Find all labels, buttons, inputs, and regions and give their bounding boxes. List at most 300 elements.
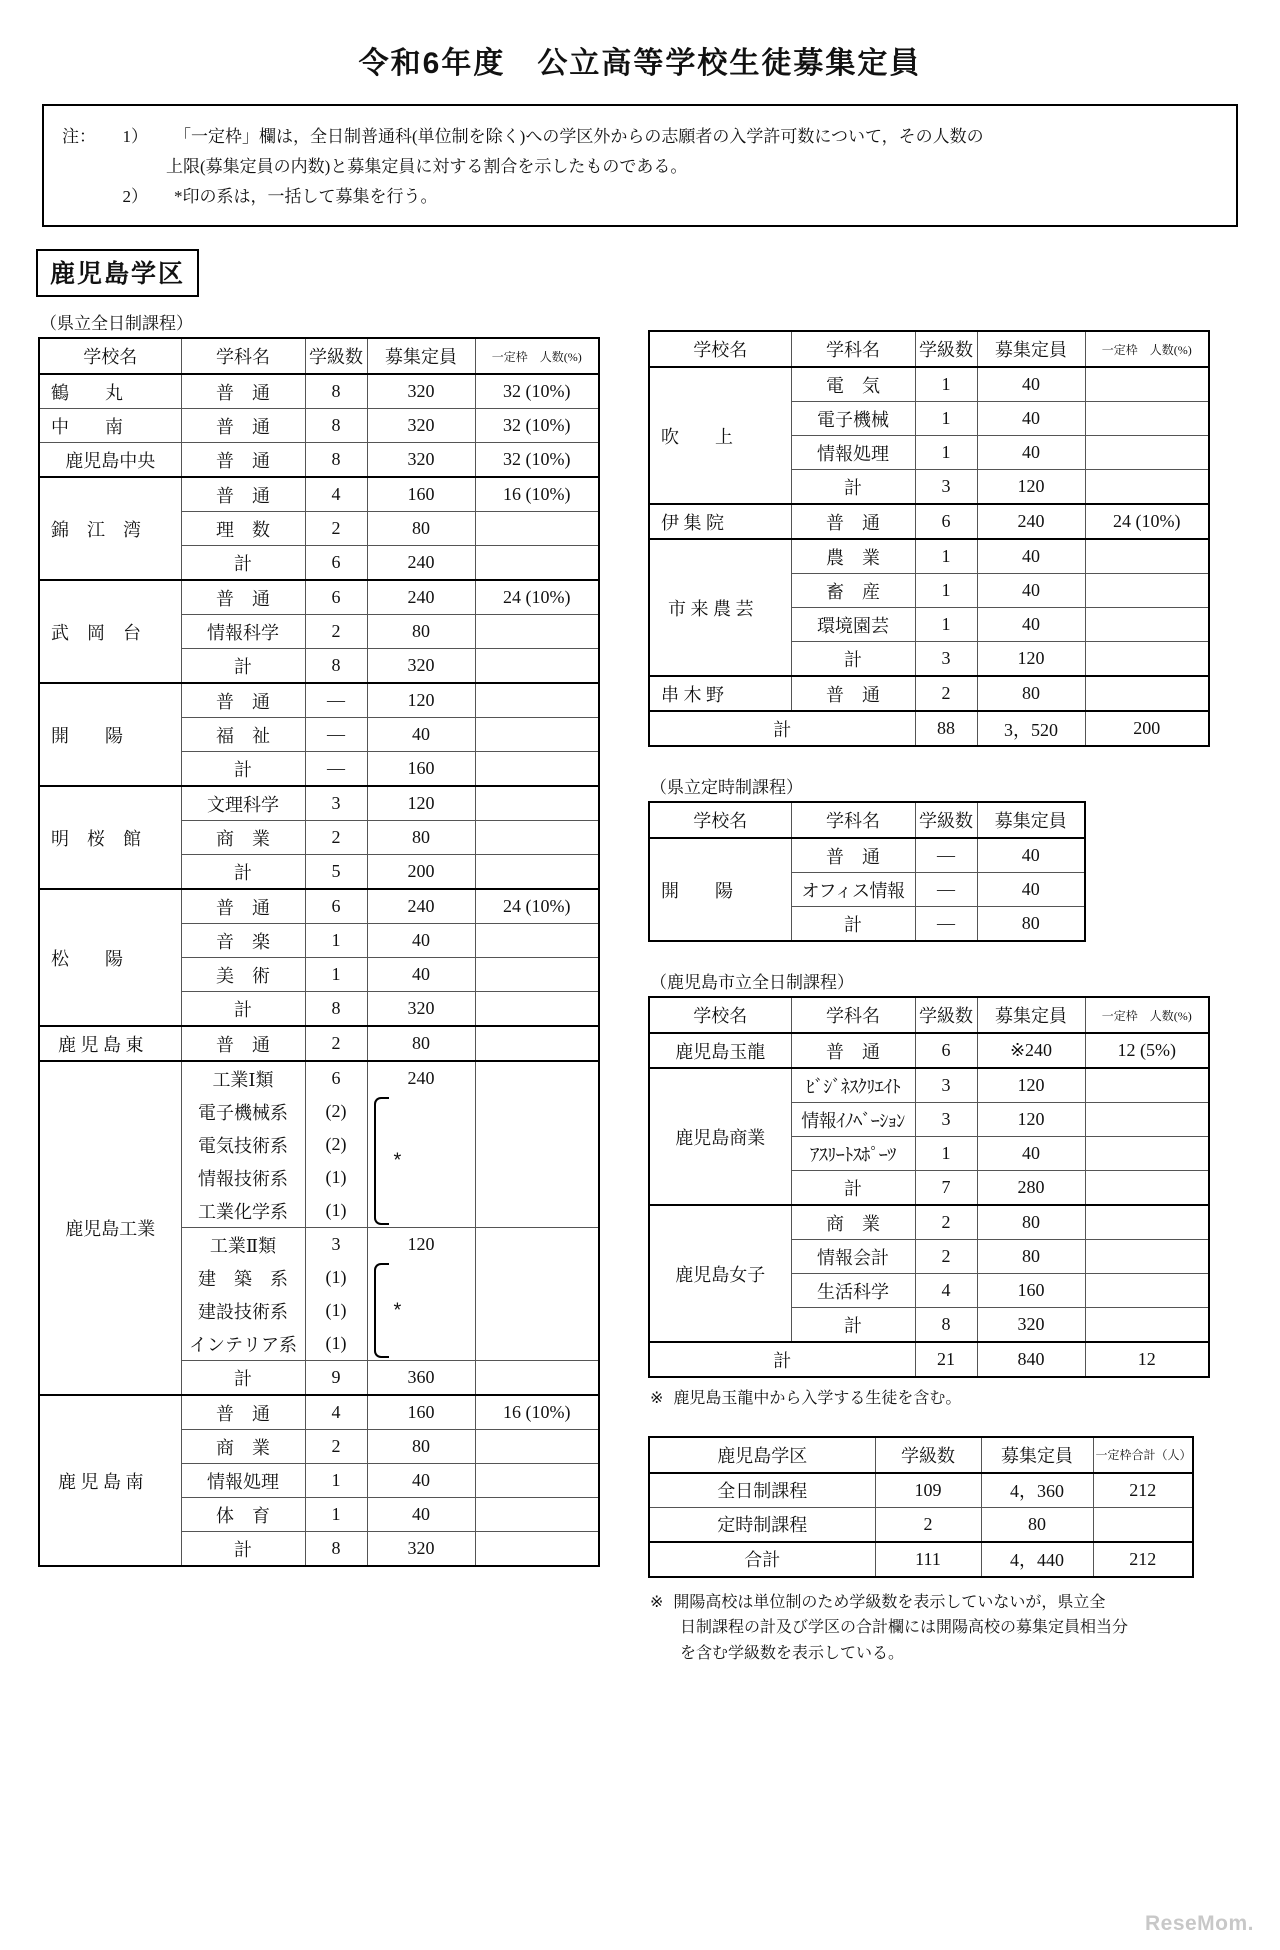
cell-grand-total-quota: 840 [977,1342,1085,1377]
cell-frame [475,1294,599,1327]
notes-label: 注： [62,127,96,146]
cell-dept: 普 通 [181,580,305,615]
cell-frame [475,1061,599,1095]
school-name: 鹿 児 島 東 [58,1034,144,1055]
cell-dept: 普 通 [181,1395,305,1430]
cell-frame [475,958,599,992]
table-district-summary [648,1436,1194,1578]
table-header-row [649,802,1085,838]
cell-quota: 240 [367,889,475,924]
cell-classes: 6 [915,504,977,539]
cell-dept: ｱｽﾘｰﾄｽﾎﾟｰﾂ [791,1137,915,1171]
header-quota: 募集定員 [977,997,1085,1033]
bracket-group-2 [367,1261,475,1361]
cell-classes: 2 [305,615,367,649]
cell-quota: 120 [977,1068,1085,1103]
cell-dept: 計 [181,1532,305,1567]
cell-frame [1085,642,1209,677]
caption-city-fulltime: （鹿児島市立全日制課程） [650,973,854,993]
cell-frame [475,546,599,581]
cell-dept: 電 気 [791,367,915,402]
cell-school [39,477,181,580]
cell-quota: 320 [977,1308,1085,1343]
cell-frame [475,821,599,855]
cell-quota: 80 [367,821,475,855]
cell-frame [1085,367,1209,402]
cell-frame [1085,539,1209,574]
cell-dept: 工業Ⅱ類 [181,1228,305,1262]
cell-summary-quota: 4，360 [981,1473,1093,1508]
cell-quota: 120 [977,470,1085,505]
cell-dept: 商 業 [181,1430,305,1464]
cell-classes: 8 [305,649,367,684]
cell-grand-total-label: 計 [649,711,915,746]
cell-summary-total-classes: 111 [875,1542,981,1577]
cell-dept: 電子機械系 [181,1095,305,1128]
cell-dept: 福 祉 [181,718,305,752]
table-row [39,1395,599,1430]
cell-dept: 計 [791,1171,915,1206]
cell-frame [1085,1068,1209,1103]
cell-dept: 生活科学 [791,1274,915,1308]
cell-frame [475,1228,599,1262]
cell-dept: 計 [181,855,305,890]
table-row [649,504,1209,539]
table-row [649,1507,1193,1542]
cell-classes: 1 [305,1464,367,1498]
cell-classes: 8 [305,374,367,409]
cell-quota: ※240 [977,1033,1085,1068]
school-name: 伊 集 院 [661,512,724,533]
cell-summary-quota: 80 [981,1507,1093,1542]
school-name: 市 来 農 芸 [668,598,754,619]
cell-quota: 40 [977,1137,1085,1171]
table-row [39,1026,599,1061]
footnote-line-1: 開陽高校は単位制のため学級数を表示していないが，県立全 [673,1593,1106,1611]
cell-classes: 2 [305,821,367,855]
cell-dept: 商 業 [181,821,305,855]
cell-frame: 24 (10%) [1085,504,1209,539]
cell-dept: 計 [181,649,305,684]
cell-classes: 5 [305,855,367,890]
cell-frame [475,1261,599,1294]
cell-quota: 80 [977,1205,1085,1240]
footnote-kaiyo [650,1590,1248,1667]
cell-dept: 普 通 [181,477,305,512]
cell-frame [1085,1137,1209,1171]
cell-quota: 320 [367,992,475,1027]
watermark-resemom: ReseMom. [1144,1912,1254,1935]
school-name: 松 陽 [51,948,123,969]
cell-school [649,539,791,676]
cell-quota: 80 [367,1026,475,1061]
footnote-line-3: を含む学級数を表示している。 [680,1645,905,1663]
cell-dept: 情報会計 [791,1240,915,1274]
table-row [649,539,1209,574]
cell-school [39,374,181,409]
brace-icon [374,1097,389,1225]
note-1-line-2: 上限(募集定員の内数)と募集定員に対する割合を示したものである。 [166,156,688,176]
header-school: 学校名 [649,997,791,1033]
cell-classes: 2 [915,676,977,711]
header-summary-quota: 募集定員 [981,1437,1093,1473]
header-quota: 募集定員 [367,338,475,374]
cell-dept: 情報ｲﾉﾍﾞｰｼｮﾝ [791,1103,915,1137]
footnote-line-2: 日制課程の計及び学区の合計欄には開陽高校の募集定員相当分 [680,1619,1129,1637]
cell-quota: 160 [977,1274,1085,1308]
table-header-row [39,338,599,374]
cell-frame [475,1095,599,1128]
cell-dept: 普 通 [791,504,915,539]
note-item-2 [62,182,1218,212]
cell-summary-label: 全日制課程 [649,1473,875,1508]
cell-quota: 80 [367,512,475,546]
header-quota: 募集定員 [977,331,1085,367]
cell-classes: 6 [305,1061,367,1095]
header-classes: 学級数 [305,338,367,374]
table-row-grand-total [649,711,1209,746]
cell-quota: 40 [977,367,1085,402]
cell-dept: 音 楽 [181,924,305,958]
cell-frame: 12 (5%) [1085,1033,1209,1068]
cell-frame [475,1361,599,1396]
table-city-fulltime [648,996,1210,1378]
cell-frame: 16 (10%) [475,1395,599,1430]
cell-quota: 160 [367,752,475,787]
cell-classes: 1 [305,958,367,992]
cell-quota: 40 [977,574,1085,608]
cell-frame [475,615,599,649]
school-name: 武 岡 台 [51,622,141,643]
footnote-mark: ※ [650,1593,664,1611]
table-row [649,1205,1209,1240]
cell-frame [1085,574,1209,608]
cell-school [39,786,181,889]
cell-quota: 120 [367,1228,475,1262]
cell-school [39,889,181,1026]
cell-frame [475,1430,599,1464]
cell-dept: 普 通 [181,889,305,924]
cell-grand-total-frame: 200 [1085,711,1209,746]
cell-school: 鹿児島女子 [649,1205,791,1342]
cell-quota: 160 [367,477,475,512]
cell-dept: 計 [791,1308,915,1343]
cell-classes: 8 [305,992,367,1027]
table-row [39,1061,599,1095]
cell-quota: 160 [367,1395,475,1430]
school-name: 明 桜 館 [51,828,141,849]
cell-frame [1085,1171,1209,1206]
cell-classes: 6 [305,546,367,581]
cell-dept: 普 通 [181,683,305,718]
cell-classes: (2) [305,1128,367,1161]
cell-frame [475,855,599,890]
cell-classes: ― [305,752,367,787]
cell-frame [475,924,599,958]
cell-classes: 3 [305,1228,367,1262]
header-dept: 学科名 [791,802,915,838]
cell-dept: 計 [791,470,915,505]
header-dept: 学科名 [791,997,915,1033]
cell-quota: 80 [977,907,1085,942]
cell-classes: 3 [915,470,977,505]
cell-dept: 電子機械 [791,402,915,436]
cell-classes: 1 [915,367,977,402]
table-row [649,1068,1209,1103]
cell-grand-total-frame: 12 [1085,1342,1209,1377]
table-row [39,580,599,615]
table-prefectural-fulltime [38,337,600,1567]
cell-quota: 40 [367,718,475,752]
cell-frame [1085,1103,1209,1137]
cell-classes: 1 [915,608,977,642]
header-school: 学校名 [649,802,791,838]
cell-classes: (1) [305,1161,367,1194]
cell-classes: (1) [305,1261,367,1294]
group-star-1: * [393,1149,402,1172]
cell-frame: 32 (10%) [475,374,599,409]
cell-dept: 商 業 [791,1205,915,1240]
cell-classes: ― [915,873,977,907]
cell-quota: 40 [367,924,475,958]
cell-frame [475,649,599,684]
cell-school [39,1026,181,1061]
header-summary-frame: 一定枠合計（人） [1093,1437,1193,1473]
cell-frame [1085,470,1209,505]
left-column [38,303,638,1567]
cell-classes: ― [305,683,367,718]
cell-frame [475,1498,599,1532]
school-name: 串 木 野 [661,684,724,705]
cell-quota: 80 [367,615,475,649]
header-classes: 学級数 [915,997,977,1033]
cell-dept: 情報処理 [791,436,915,470]
cell-classes: (1) [305,1327,367,1361]
cell-summary-total-quota: 4，440 [981,1542,1093,1577]
cell-quota: 40 [977,402,1085,436]
cell-classes: 2 [915,1205,977,1240]
cell-frame [475,1327,599,1361]
cell-quota: 40 [367,1464,475,1498]
cell-frame [1085,1274,1209,1308]
cell-dept: 環境園芸 [791,608,915,642]
cell-frame [1085,436,1209,470]
cell-quota: 240 [367,1061,475,1095]
cell-summary-total-frame: 212 [1093,1542,1193,1577]
cell-frame [475,992,599,1027]
notes-box [42,104,1238,227]
cell-school [39,1061,181,1395]
cell-dept: 計 [791,907,915,942]
header-summary-classes: 学級数 [875,1437,981,1473]
school-name: 鶴 丸 [51,382,123,403]
cell-dept: 普 通 [181,374,305,409]
cell-dept: 畜 産 [791,574,915,608]
cell-dept: 美 術 [181,958,305,992]
cell-quota: 240 [367,546,475,581]
cell-school: 鹿児島中央 [39,443,181,478]
cell-quota: 320 [367,374,475,409]
school-name: 鹿 児 島 南 [58,1471,144,1492]
cell-classes: 2 [305,1430,367,1464]
cell-dept: 計 [181,546,305,581]
header-school: 学校名 [39,338,181,374]
header-quota: 募集定員 [977,802,1085,838]
page-title: 令和6年度 公立高等学校生徒募集定員 [358,47,922,80]
right-column [648,303,1248,1666]
footnote-text: 鹿児島玉龍中から入学する生徒を含む。 [673,1390,962,1408]
cell-dept: インテリア系 [181,1327,305,1361]
table-header-row [649,1437,1193,1473]
cell-classes: ― [915,838,977,873]
cell-quota: 240 [367,580,475,615]
cell-dept: 普 通 [181,443,305,478]
cell-grand-total-quota: 3，520 [977,711,1085,746]
header-frame: 一定枠 人数(%) [475,338,599,374]
cell-school [39,409,181,443]
cell-school [649,676,791,711]
note-2-number: 2） [122,186,148,206]
school-name: 開 陽 [51,725,123,746]
school-name: 開 陽 [661,880,733,901]
cell-grand-total-label: 計 [649,1342,915,1377]
cell-school [39,580,181,683]
cell-dept: 建 築 系 [181,1261,305,1294]
table-row [649,676,1209,711]
cell-dept: 農 業 [791,539,915,574]
cell-frame: 32 (10%) [475,409,599,443]
footnote-mark: ※ [650,1390,664,1408]
cell-frame [475,1128,599,1161]
cell-frame [475,1161,599,1194]
cell-quota: 40 [977,436,1085,470]
cell-classes: 1 [915,402,977,436]
cell-classes: ― [915,907,977,942]
header-school: 学校名 [649,331,791,367]
cell-frame [475,512,599,546]
table-row [649,367,1209,402]
table-row [39,443,599,478]
cell-classes: 3 [915,642,977,677]
cell-quota: 120 [977,1103,1085,1137]
header-dept: 学科名 [181,338,305,374]
cell-classes: 8 [305,409,367,443]
cell-dept: オフィス情報 [791,873,915,907]
cell-frame [475,1194,599,1228]
cell-school [39,683,181,786]
content-columns [0,303,1280,1666]
cell-frame [1085,1205,1209,1240]
cell-classes: 7 [915,1171,977,1206]
cell-summary-label: 定時制課程 [649,1507,875,1542]
cell-classes: (1) [305,1294,367,1327]
district-badge: 鹿児島学区 [36,249,199,297]
cell-classes: 8 [305,443,367,478]
table-prefectural-fulltime-cont [648,330,1210,747]
cell-classes: (1) [305,1194,367,1228]
cell-frame [475,1026,599,1061]
cell-quota: 280 [977,1171,1085,1206]
cell-classes: 1 [915,436,977,470]
cell-frame: 32 (10%) [475,443,599,478]
cell-dept: 計 [791,642,915,677]
cell-school [649,504,791,539]
group-star-2: * [393,1299,402,1322]
header-frame: 一定枠 人数(%) [1085,997,1209,1033]
cell-dept: 普 通 [791,676,915,711]
cell-classes: 6 [915,1033,977,1068]
cell-frame [475,718,599,752]
table-row-grand-total [649,1342,1209,1377]
cell-frame [475,1532,599,1567]
cell-grand-total-classes: 88 [915,711,977,746]
cell-classes: 4 [305,477,367,512]
cell-school [39,1395,181,1566]
header-classes: 学級数 [915,802,977,838]
cell-quota: 40 [977,873,1085,907]
school-name: 錦 江 湾 [51,519,141,540]
cell-classes: 2 [915,1240,977,1274]
cell-quota: 40 [977,608,1085,642]
cell-dept: 普 通 [791,1033,915,1068]
cell-summary-classes: 109 [875,1473,981,1508]
cell-quota: 40 [977,838,1085,873]
caption-pref-fulltime: （県立全日制課程） [40,314,193,334]
cell-classes: 1 [305,924,367,958]
note-1-number: 1） [122,127,148,146]
cell-school: 鹿児島玉龍 [649,1033,791,1068]
cell-frame [475,683,599,718]
school-name: 鹿児島工業 [65,1219,156,1240]
cell-classes: 1 [915,1137,977,1171]
cell-dept: 普 通 [181,1026,305,1061]
cell-dept: 計 [181,752,305,787]
cell-school [649,367,791,504]
cell-classes: 1 [915,539,977,574]
table-row-total [649,1542,1193,1577]
cell-classes: 6 [305,580,367,615]
bracket-group-1 [367,1095,475,1228]
cell-quota: 320 [367,649,475,684]
cell-frame [1085,676,1209,711]
cell-frame [1085,402,1209,436]
note-1-line-1: 「一定枠」欄は，全日制普通科(単位制を除く)への学区外からの志願者の入学許可数について，その人数の [174,127,984,146]
cell-dept: 情報処理 [181,1464,305,1498]
note-2-line-1: *印の系は，一括して募集を行う。 [174,186,438,206]
cell-classes: 6 [305,889,367,924]
cell-quota: 320 [367,1532,475,1567]
cell-summary-classes: 2 [875,1507,981,1542]
cell-classes: 2 [305,1026,367,1061]
cell-dept: 文理科学 [181,786,305,821]
cell-summary-frame: 212 [1093,1473,1193,1508]
cell-classes: 4 [305,1395,367,1430]
cell-summary-frame [1093,1507,1193,1542]
cell-quota: 360 [367,1361,475,1396]
cell-frame [475,752,599,787]
school-name: 吹 上 [661,426,733,447]
cell-dept: 電気技術系 [181,1128,305,1161]
cell-quota: 40 [367,1498,475,1532]
cell-grand-total-classes: 21 [915,1342,977,1377]
cell-classes: 4 [915,1274,977,1308]
table-row [39,409,599,443]
note-item-1 [62,122,1218,152]
cell-dept: ﾋﾞｼﾞﾈｽｸﾘｴｲﾄ [791,1068,915,1103]
cell-school: 鹿児島商業 [649,1068,791,1205]
cell-frame: 16 (10%) [475,477,599,512]
cell-quota: 40 [367,958,475,992]
